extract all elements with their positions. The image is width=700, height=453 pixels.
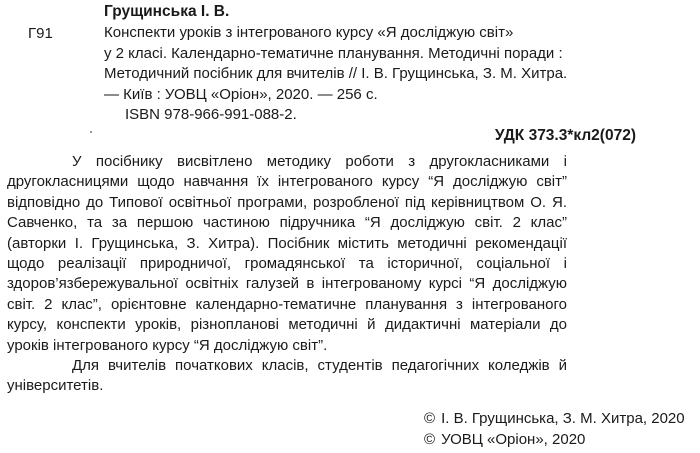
annotation [7, 152, 567, 397]
author-heading: Грущинська І. В. [104, 3, 230, 20]
bibliographic-line: у 2 класі. Календарно-тематичне планування. Методичні поради : [104, 44, 563, 62]
print-speck [90, 131, 92, 133]
copyright-icon: © [424, 410, 436, 427]
copyright-icon: © [424, 430, 436, 448]
classification-code: Г91 [28, 25, 53, 42]
copyright-text: І. В. Грущинська, З. М. Хитра, 2020 [441, 410, 685, 427]
copyright-block [424, 409, 685, 450]
isbn-number: ISBN 978-966-991-088-2. [125, 106, 297, 123]
bibliographic-line: Методичний посібник для вчителів // І. В. Грущинська, З. М. Хитра. [104, 65, 568, 82]
bibliographic-line: — Київ : УОВЦ «Оріон», 2020. — 256 с. [104, 85, 378, 103]
bibliographic-description [104, 23, 566, 105]
annotation-paragraph: У посібнику висвітлено методику роботи з другокласниками і другокласницями щодо навчання їх інтегрованого курсу “Я досліджую світ” відповідно до Типової освітньої програми, розробленої під керівництвом О. Я. Савченко, та за першою частиною підручника “Я досліджую світ. 2 клас” (авторки І. Грущинська, З. Хитра). Посібник містить методичні рекомендації щодо реалізації природничої, громадянської та історичної, соціальної і здоров’язбережувальної освітніх галузей в інтегрованому курсі “Я досліджую світ. 2 клас”, орієнтовне календарно-тематичне планування з інтегрованого курсу, конспекти уроків, різнопланові методичні й дидактичні матеріали до уроків інтегрованого курсу “Я досліджую світ”. [7, 153, 567, 354]
bibliographic-line: Конспекти уроків з інтегрованого курсу «Я досліджую світ» [104, 24, 514, 41]
audience-paragraph: Для вчителів початкових класів, студентів педагогічних коледжів й університетів. [7, 357, 567, 395]
copyright-line-publisher [424, 430, 685, 451]
udk-code: УДК 373.3*кл2(072) [494, 127, 636, 144]
copyright-text: УОВЦ «Оріон», 2020 [441, 430, 586, 448]
copyright-line-authors [424, 409, 685, 430]
